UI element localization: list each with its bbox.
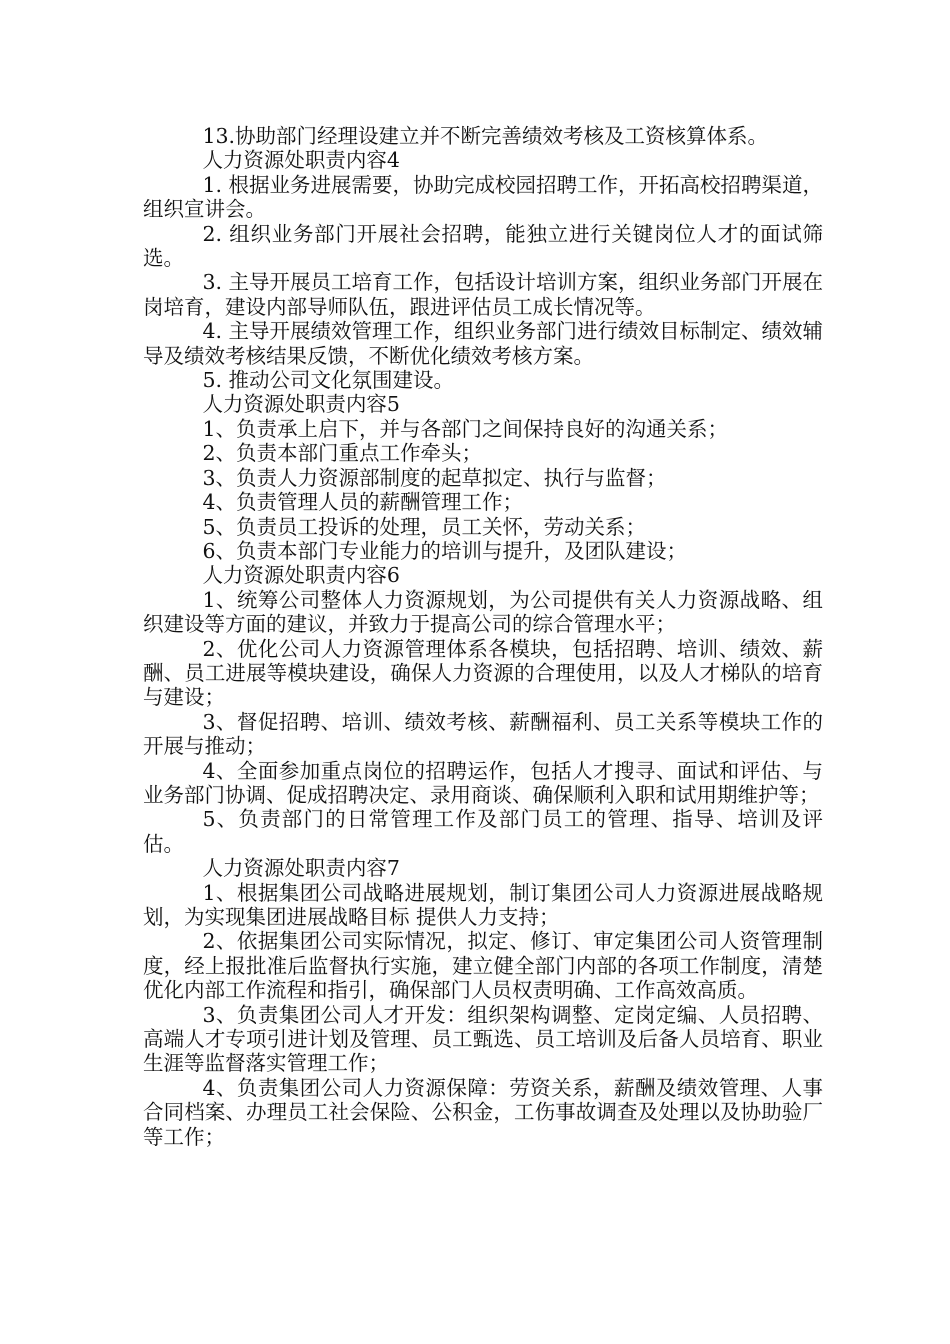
paragraph-item: 3. 主导开展员工培育工作，包括设计培训方案，组织业务部门开展在岗培育，建设内部导师队伍，跟进评估员工成长情况等。 <box>143 270 824 319</box>
paragraph-item: 4、负责集团公司人力资源保障：劳资关系，薪酬及绩效管理、人事合同档案、办理员工社会保险、公积金，工伤事故调查及处理以及协助验厂等工作； <box>143 1075 823 1149</box>
paragraph-item: 1. 根据业务进展需要，协助完成校园招聘工作，开拓高校招聘渠道，组织宣讲会。 <box>143 172 824 222</box>
section-heading: 人力资源处职责内容4 <box>202 148 400 173</box>
paragraph-item: 2、依据集团公司实际情况，拟定、修订、审定集团公司人资管理制度，经上报批准后监督执行实施，建立健全部门内部的各项工作制度，清楚优化内部工作流程和指引，确保部门人员权责明确、工作高效高质。 <box>143 929 823 1003</box>
paragraph-item: 1、负责承上启下，并与各部门之间保持良好的沟通关系； <box>202 416 728 441</box>
document-body <box>143 124 823 1149</box>
paragraph-item: 3、督促招聘、培训、绩效考核、薪酬福利、员工关系等模块工作的开展与推动； <box>143 709 823 759</box>
section-heading: 人力资源处职责内容5 <box>202 392 400 417</box>
paragraph-item: 4、全面参加重点岗位的招聘运作，包括人才搜寻、面试和评估、与业务部门协调、促成招聘决定、录用商谈、确保顺利入职和试用期维护等； <box>143 758 823 807</box>
paragraph-item: 5、负责员工投诉的处理，员工关怀，劳动关系； <box>202 514 646 539</box>
paragraph-item: 13.协助部门经理设建立并不断完善绩效考核及工资核算体系。 <box>202 124 769 148</box>
paragraph-item: 2、优化公司人力资源管理体系各模块，包括招聘、培训、绩效、薪酬、员工进展等模块建设，确保人力资源的合理使用，以及人才梯队的培育与建设； <box>143 636 823 710</box>
paragraph-item: 4、负责管理人员的薪酬管理工作； <box>202 490 523 515</box>
paragraph-item: 2、负责本部门重点工作牵头； <box>202 441 482 466</box>
section-heading: 人力资源处职责内容7 <box>202 856 400 881</box>
paragraph-item: 3、负责集团公司人才开发：组织架构调整、定岗定编、人员招聘、高端人才专项引进计划及管理、员工甄选、员工培训及后备人员培育、职业生涯等监督落实管理工作； <box>143 1002 823 1076</box>
paragraph-item: 2. 组织业务部门开展社会招聘，能独立进行关键岗位人才的面试筛选。 <box>143 221 823 271</box>
paragraph-item: 6、负责本部门专业能力的培训与提升，及团队建设； <box>202 538 687 563</box>
section-heading: 人力资源处职责内容6 <box>202 563 400 588</box>
paragraph-item: 3、负责人力资源部制度的起草拟定、执行与监督； <box>202 465 667 490</box>
paragraph-item: 1、根据集团公司战略进展规划，制订集团公司人力资源进展战略规划，为实现集团进展战略目标 提供人力支持； <box>143 880 823 929</box>
paragraph-item: 1、统筹公司整体人力资源规划，为公司提供有关人力资源战略、组织建设等方面的建议，并致力于提高公司的综合管理水平； <box>143 587 823 637</box>
paragraph-item: 5、负责部门的日常管理工作及部门员工的管理、指导、培训及评估。 <box>143 807 823 856</box>
paragraph-item: 5. 推动公司文化氛围建设。 <box>202 368 455 393</box>
paragraph-item: 4. 主导开展绩效管理工作，组织业务部门进行绩效目标制定、绩效辅导及绩效考核结果反馈，不断优化绩效考核方案。 <box>143 319 824 368</box>
